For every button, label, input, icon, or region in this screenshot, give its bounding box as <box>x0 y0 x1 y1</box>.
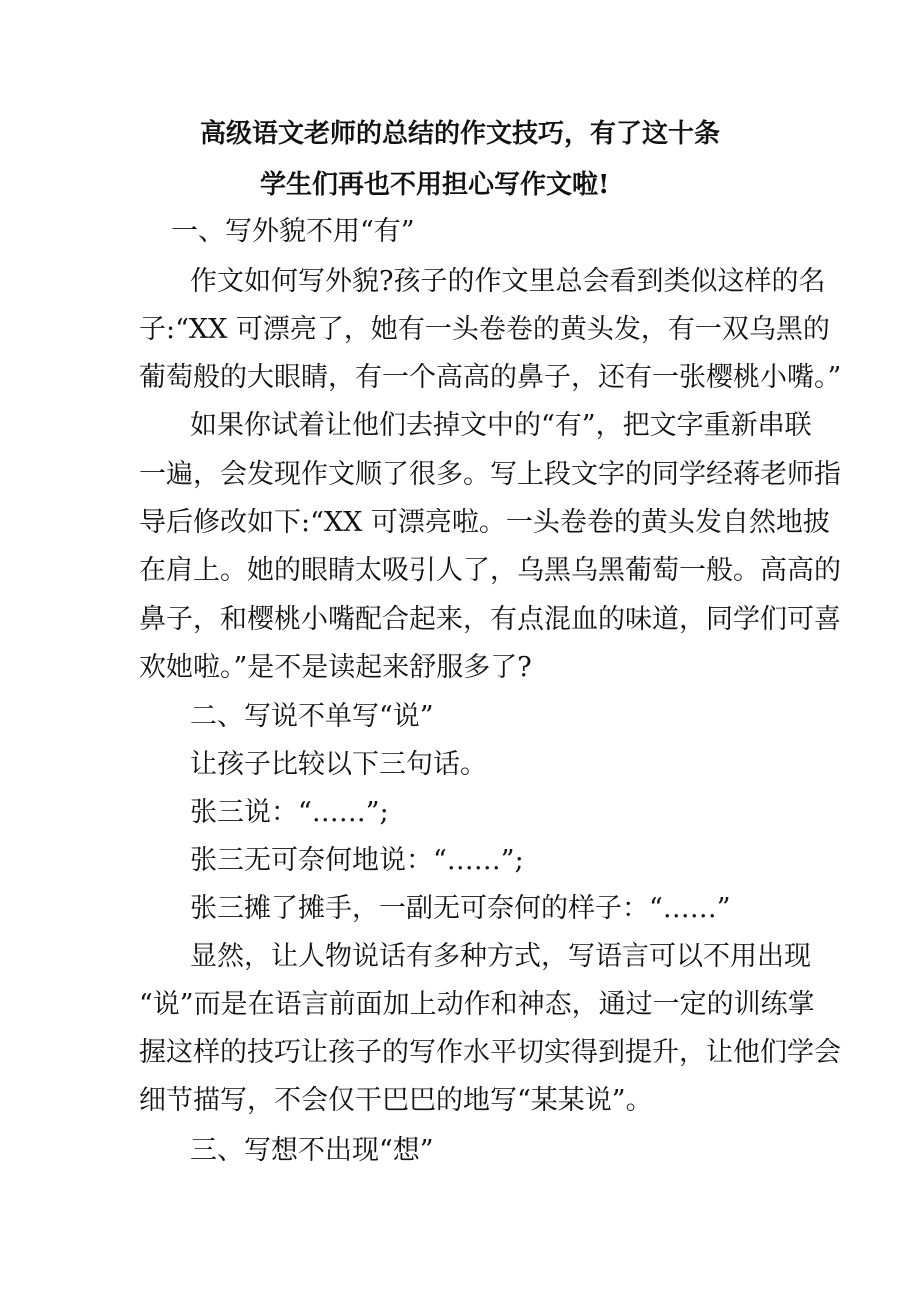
paragraph-line: 鼻子，和樱桃小嘴配合起来，有点混血的味道，同学们可喜 <box>139 604 841 635</box>
document-title-line-2: 学生们再也不用担心写作文啦! <box>260 170 610 200</box>
paragraph-line: 细节描写，不会仅干巴巴的地写“某某说”。 <box>139 1085 653 1116</box>
paragraph-line: 作文如何写外貌?孩子的作文里总会看到类似这样的名 <box>190 266 826 297</box>
section-heading-1: 一、写外貌不用“有” <box>171 216 415 247</box>
example-line: 张三摊了摊手，一副无可奈何的样子：“……” <box>190 893 731 924</box>
paragraph-line: 一遍，会发现作文顺了很多。写上段文字的同学经蒋老师指 <box>139 459 841 490</box>
section-heading-3: 三、写想不出现“想” <box>190 1135 434 1166</box>
paragraph-line: 导后修改如下:“XX 可漂亮啦。一头卷卷的黄头发自然地披 <box>139 507 830 538</box>
paragraph-line: 显然，让人物说话有多种方式，写语言可以不用出现 <box>190 941 811 972</box>
example-line: 张三无可奈何地说：“……”; <box>190 845 524 876</box>
example-line: 张三说：“……”; <box>190 797 389 828</box>
paragraph-line: “说”而是在语言前面加上动作和神态，通过一定的训练掌 <box>139 989 815 1020</box>
paragraph-line: 子:“XX 可漂亮了，她有一头卷卷的黄头发，有一双乌黑的 <box>139 314 830 345</box>
paragraph-line: 握这样的技巧让孩子的写作水平切实得到提升，让他们学会 <box>139 1037 841 1068</box>
paragraph-line: 欢她啦。”是不是读起来舒服多了? <box>139 652 532 683</box>
section-heading-2: 二、写说不单写“说” <box>190 701 434 732</box>
paragraph-line: 葡萄般的大眼睛，有一个高高的鼻子，还有一张樱桃小嘴。” <box>139 362 842 393</box>
paragraph-line: 让孩子比较以下三句话。 <box>190 749 487 780</box>
document-title-line-1: 高级语文老师的总结的作文技巧，有了这十条 <box>200 119 721 149</box>
paragraph-line: 在肩上。她的眼睛太吸引人了，乌黑乌黑葡萄一般。高高的 <box>139 555 841 586</box>
paragraph-line: 如果你试着让他们去掉文中的“有”，把文字重新串联 <box>190 410 812 441</box>
